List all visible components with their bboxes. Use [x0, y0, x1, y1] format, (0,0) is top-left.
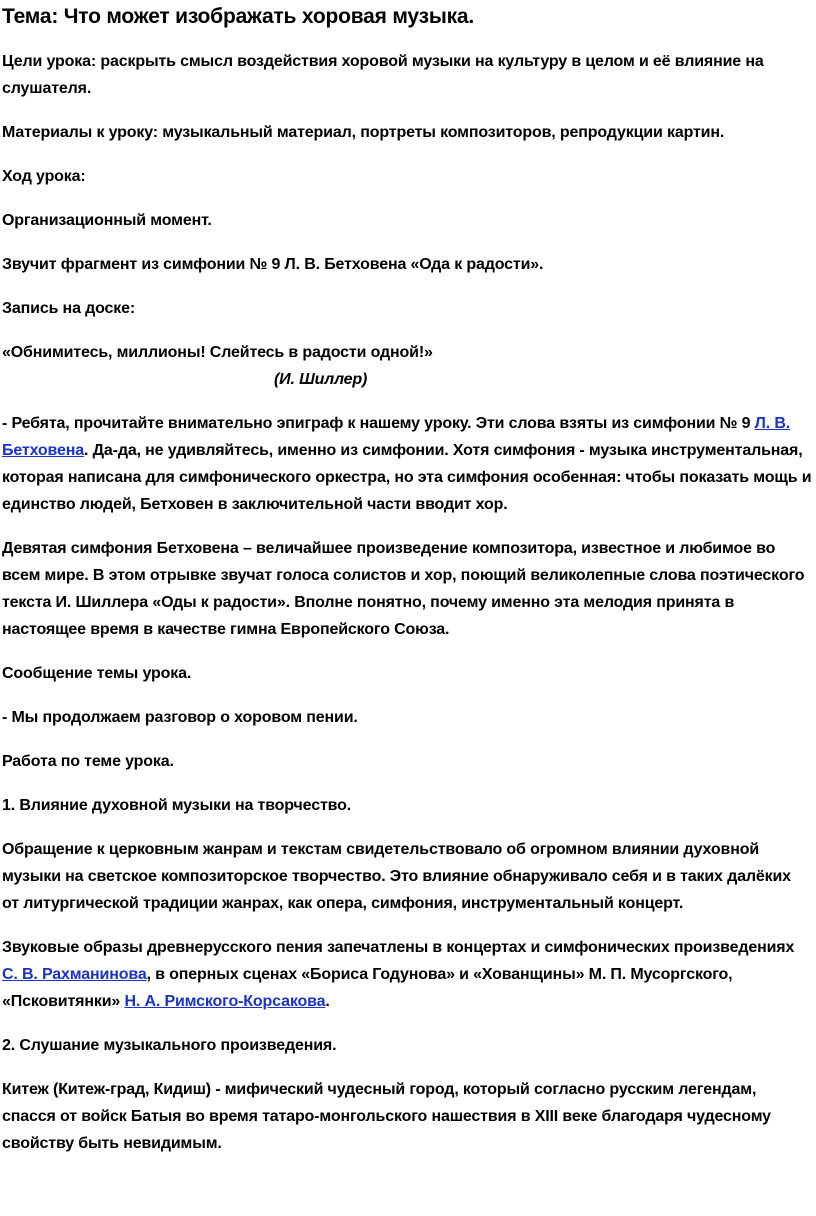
paragraph-beethoven-text-2: . Да-да, не удивляйтесь, именно из симфонии. Хотя симфония - музыка инструментальная, которая написана для симфонического оркестра, но эта симфония особенная: чтобы показать мощь и единство людей, Бетховен в заключительной части вводит хор. — [2, 442, 812, 513]
paragraph-beethoven — [2, 410, 812, 518]
continue-note: - Мы продолжаем разговор о хоровом пении. — [2, 709, 358, 726]
paragraph-church-genres: Обращение к церковным жанрам и текстам свидетельствовало об огромном влиянии духовной музыки на светское композиторское творчество. Это влияние обнаруживало себя и в таких далёких от литургической традиции жанрах, как опера, симфония, инструментальный концерт. — [2, 841, 791, 912]
beethoven-link[interactable]: Л. В. Бетховена — [2, 415, 791, 459]
lesson-course-heading: Ход урока: — [2, 168, 86, 185]
fragment-note: Звучит фрагмент из симфонии № 9 Л. В. Бетховена «Ода к радости». — [2, 256, 544, 273]
section-2-heading: 2. Слушание музыкального произведения. — [2, 1037, 337, 1054]
work-heading: Работа по теме урока. — [2, 753, 174, 770]
lesson-goals: Цели урока: раскрыть смысл воздействия хоровой музыки на культуру в целом и её влияние на слушателя. — [2, 53, 764, 97]
paragraph-beethoven-text-1: - Ребята, прочитайте внимательно эпиграф к нашему уроку. Эти слова взяты из симфонии № 9 — [2, 415, 755, 432]
paragraph-old-russian-chant — [2, 934, 812, 1015]
org-moment: Организационный момент. — [2, 212, 212, 229]
page-title: Тема: Что может изображать хоровая музыка. — [2, 5, 474, 28]
topic-message: Сообщение темы урока. — [2, 665, 192, 682]
document-page — [0, 4, 816, 1216]
lesson-materials: Материалы к уроку: музыкальный материал, портреты композиторов, репродукции картин. — [2, 124, 725, 141]
paragraph-chant-text-1: Звуковые образы древнерусского пения запечатлены в концертах и симфонических произведениях — [2, 939, 795, 956]
paragraph-chant-text-3: . — [325, 993, 330, 1010]
section-1-heading: 1. Влияние духовной музыки на творчество. — [2, 797, 352, 814]
paragraph-chant-text-2: , в оперных сценах «Бориса Годунова» и «Хованщины» М. П. Мусоргского, «Псковитянки» — [2, 966, 733, 1010]
board-note: Запись на доске: — [2, 300, 136, 317]
epigraph-author: (И. Шиллер) — [274, 371, 368, 388]
epigraph-quote: «Обнимитесь, миллионы! Слейтесь в радости одной!» — [2, 344, 433, 361]
paragraph-kitezh: Китеж (Китеж-град, Кидиш) - мифический чудесный город, который согласно русским легендам, спасся от войск Батыя во время татаро-монгольского нашествия в XIII веке благодаря чудесному свойству быть невидимым. — [2, 1081, 771, 1152]
rimsky-korsakov-link[interactable]: Н. А. Римского-Корсакова — [124, 993, 326, 1010]
rachmaninov-link[interactable]: С. В. Рахманинова — [2, 966, 147, 983]
paragraph-ninth-symphony: Девятая симфония Бетховена – величайшее произведение композитора, известное и любимое во всем мире. В этом отрывке звучат голоса солистов и хор, поющий великолепные слова поэтического текста И. Шиллера «Оды к радости». Вполне понятно, почему именно эта мелодия принята в настоящее время в качестве гимна Европейского Союза. — [2, 540, 805, 638]
